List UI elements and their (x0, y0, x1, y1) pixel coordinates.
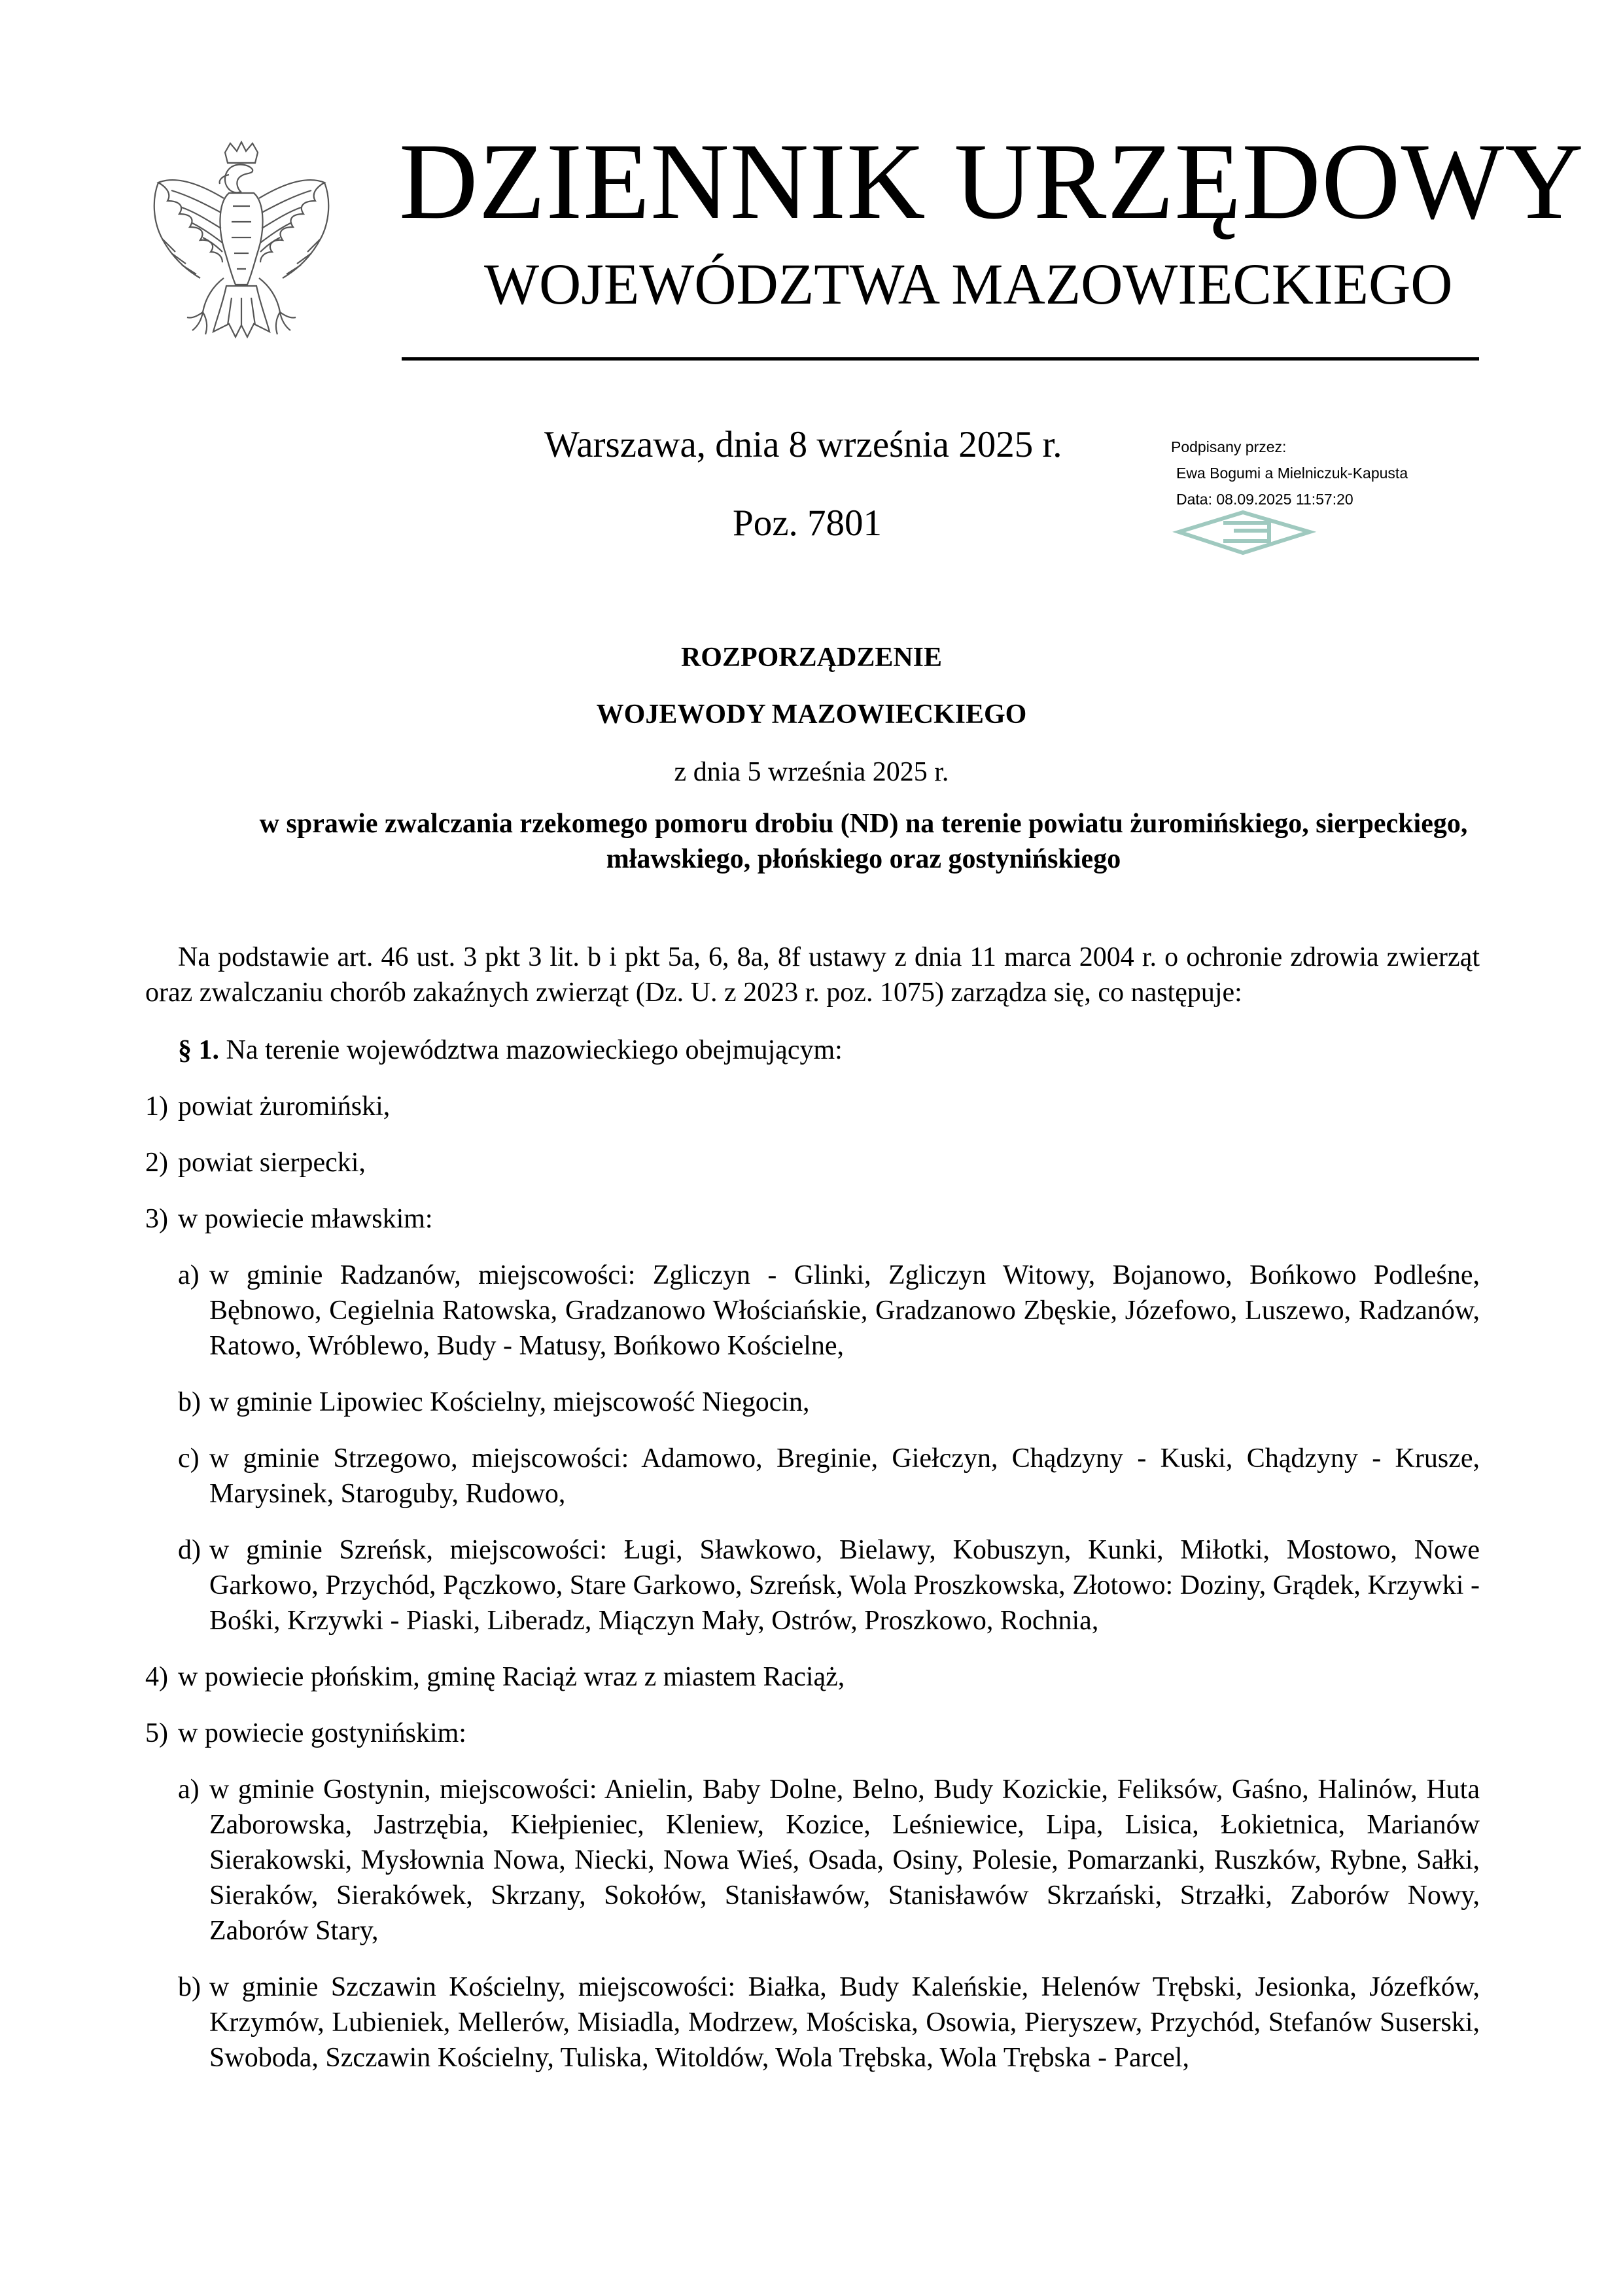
sub-item (178, 1385, 1480, 1420)
sub-item-marker: a) (178, 1775, 200, 1805)
legal-basis-paragraph: Na podstawie art. 46 ust. 3 pkt 3 lit. b i pkt 5a, 6, 8a, 8f ustawy z dnia 11 marca 2004 r. o ochronie zdrowia zwierząt oraz zwalczaniu chorób zakaźnych zwierząt (Dz. U. z 2023 r. poz. 1075) zarządza się, co następuje: (145, 942, 1480, 1008)
sub-item-marker: c) (178, 1443, 200, 1474)
journal-title: DZIENNIK URZĘDOWY (399, 121, 1584, 242)
digital-signature-block (1171, 438, 1446, 569)
sub-item (178, 1532, 1480, 1638)
sub-item-text: w gminie Gostynin, miejscowości: Anielin, Baby Dolne, Belno, Budy Kozickie, Feliksów, Gaśno, Halinów, Huta Zaborowska, Jastrzębia, Kiełpieniec, Kleniew, Kozice, Leśniewice, Lipa, Lisica, Łokietnica, Marianów Sierakowski, Mysłownia Nowa, Niecki, Nowa Wieś, Osada, Osiny, Polesie, Pomarzanki, Ruszków, Rybne, Sałki, Sieraków, Sierakówek, Skrzany, Sokołów, Stanisławów, Stanisławów Skrzański, Strzałki, Zaborów Nowy, Zaborów Stary, (209, 1775, 1480, 1946)
paragraph-1-text: Na terenie województwa mazowieckiego obejmującym: (219, 1035, 843, 1065)
list-item (145, 1659, 1480, 1695)
signature-label: Podpisany przez: (1171, 438, 1287, 455)
sub-item-marker: b) (178, 1972, 201, 2002)
position-number: Poz. 7801 (733, 503, 882, 544)
sub-item-marker: d) (178, 1535, 201, 1565)
decree-type: ROZPORZĄDZENIE (680, 643, 943, 673)
journal-subtitle: WOJEWÓDZTWA MAZOWIECKIEGO (484, 253, 1453, 317)
list-item (145, 1145, 1480, 1180)
list-item (145, 1089, 1480, 1124)
decree-issuer: WOJEWODY MAZOWIECKIEGO (596, 699, 1027, 730)
sub-item-text: w gminie Radzanów, miejscowości: Zgliczyn - Glinki, Zgliczyn Witowy, Bojanowo, Bońkowo Podleśne, Bębnowo, Cegielnia Ratowska, Gradzanowo Włościańskie, Gradzanowo Zbęskie, Józefowo, Luszewo, Radzanów, Ratowo, Wróblewo, Budy - Matusy, Bońkowo Kościelne, (209, 1260, 1480, 1361)
sub-item (178, 1772, 1480, 1949)
paragraph-1 (145, 1033, 1512, 1068)
sub-item-text: w gminie Lipowiec Kościelny, miejscowość Niegocin, (209, 1387, 810, 1417)
sub-item-text: w gminie Strzegowo, miejscowości: Adamowo, Breginie, Giełczyn, Chądzyny - Kuski, Chądzyny - Krusze, Marysinek, Staroguby, Rudowo, (209, 1443, 1480, 1509)
sub-item-marker: b) (178, 1387, 201, 1417)
place-and-date: Warszawa, dnia 8 września 2025 r. (544, 424, 1062, 465)
decree-subject: w sprawie zwalczania rzekomego pomoru drobiu (ND) na terenie powiatu żuromińskiego, sierpeckiego, mławskiego, płońskiego oraz gostynińskiego (259, 809, 1468, 874)
signature-stamp-icon (1171, 507, 1321, 559)
list-item-marker: 4) (145, 1662, 168, 1692)
list-item (145, 1716, 1480, 1751)
list-item-marker: 3) (145, 1204, 168, 1234)
polish-eagle-emblem-icon (145, 141, 338, 366)
sub-item-text: w gminie Szreńsk, miejscowości: Ługi, Sławkowo, Bielawy, Kobuszyn, Kunki, Miłotki, Mostowo, Nowe Garkowo, Przychód, Pączkowo, Stare Garkowo, Szreńsk, Wola Proszkowska, Złotowo: Doziny, Grądek, Krzywki - Bośki, Krzywki - Piaski, Liberadz, Miączyn Mały, Ostrów, Proszkowo, Rochnia, (209, 1535, 1480, 1636)
list-item-text: w powiecie gostynińskim: (178, 1718, 466, 1748)
list-item-text: powiat sierpecki, (178, 1148, 366, 1178)
list-item-text: powiat żuromiński, (178, 1091, 391, 1122)
list-item-text: w powiecie mławskim: (178, 1204, 433, 1234)
signature-signer: Ewa Bogumi a Mielniczuk-Kapusta (1176, 465, 1408, 482)
sub-item-marker: a) (178, 1260, 200, 1290)
list-item-marker: 1) (145, 1091, 168, 1122)
list-item (145, 1201, 1480, 1237)
list-item-marker: 2) (145, 1148, 168, 1178)
signature-date: Data: 08.09.2025 11:57:20 (1176, 491, 1353, 508)
sub-item (178, 1969, 1480, 2075)
decree-date: z dnia 5 września 2025 r. (674, 757, 949, 787)
sub-item (178, 1258, 1480, 1364)
paragraph-1-label: § 1. (178, 1035, 219, 1065)
list-item-text: w powiecie płońskim, gminę Raciąż wraz z miastem Raciąż, (178, 1662, 845, 1692)
sub-item-text: w gminie Szczawin Kościelny, miejscowości: Białka, Budy Kaleńskie, Helenów Trębski, Jesionka, Józefków, Krzymów, Lubieniek, Mellerów, Misiadla, Modrzew, Mościska, Osowia, Pieryszew, Przychód, Stefanów Suserski, Swoboda, Szczawin Kościelny, Tuliska, Witoldów, Wola Trębska, Wola Trębska - Parcel, (209, 1972, 1480, 2073)
header-rule (402, 357, 1479, 361)
sub-item (178, 1441, 1480, 1511)
list-item-marker: 5) (145, 1718, 168, 1748)
